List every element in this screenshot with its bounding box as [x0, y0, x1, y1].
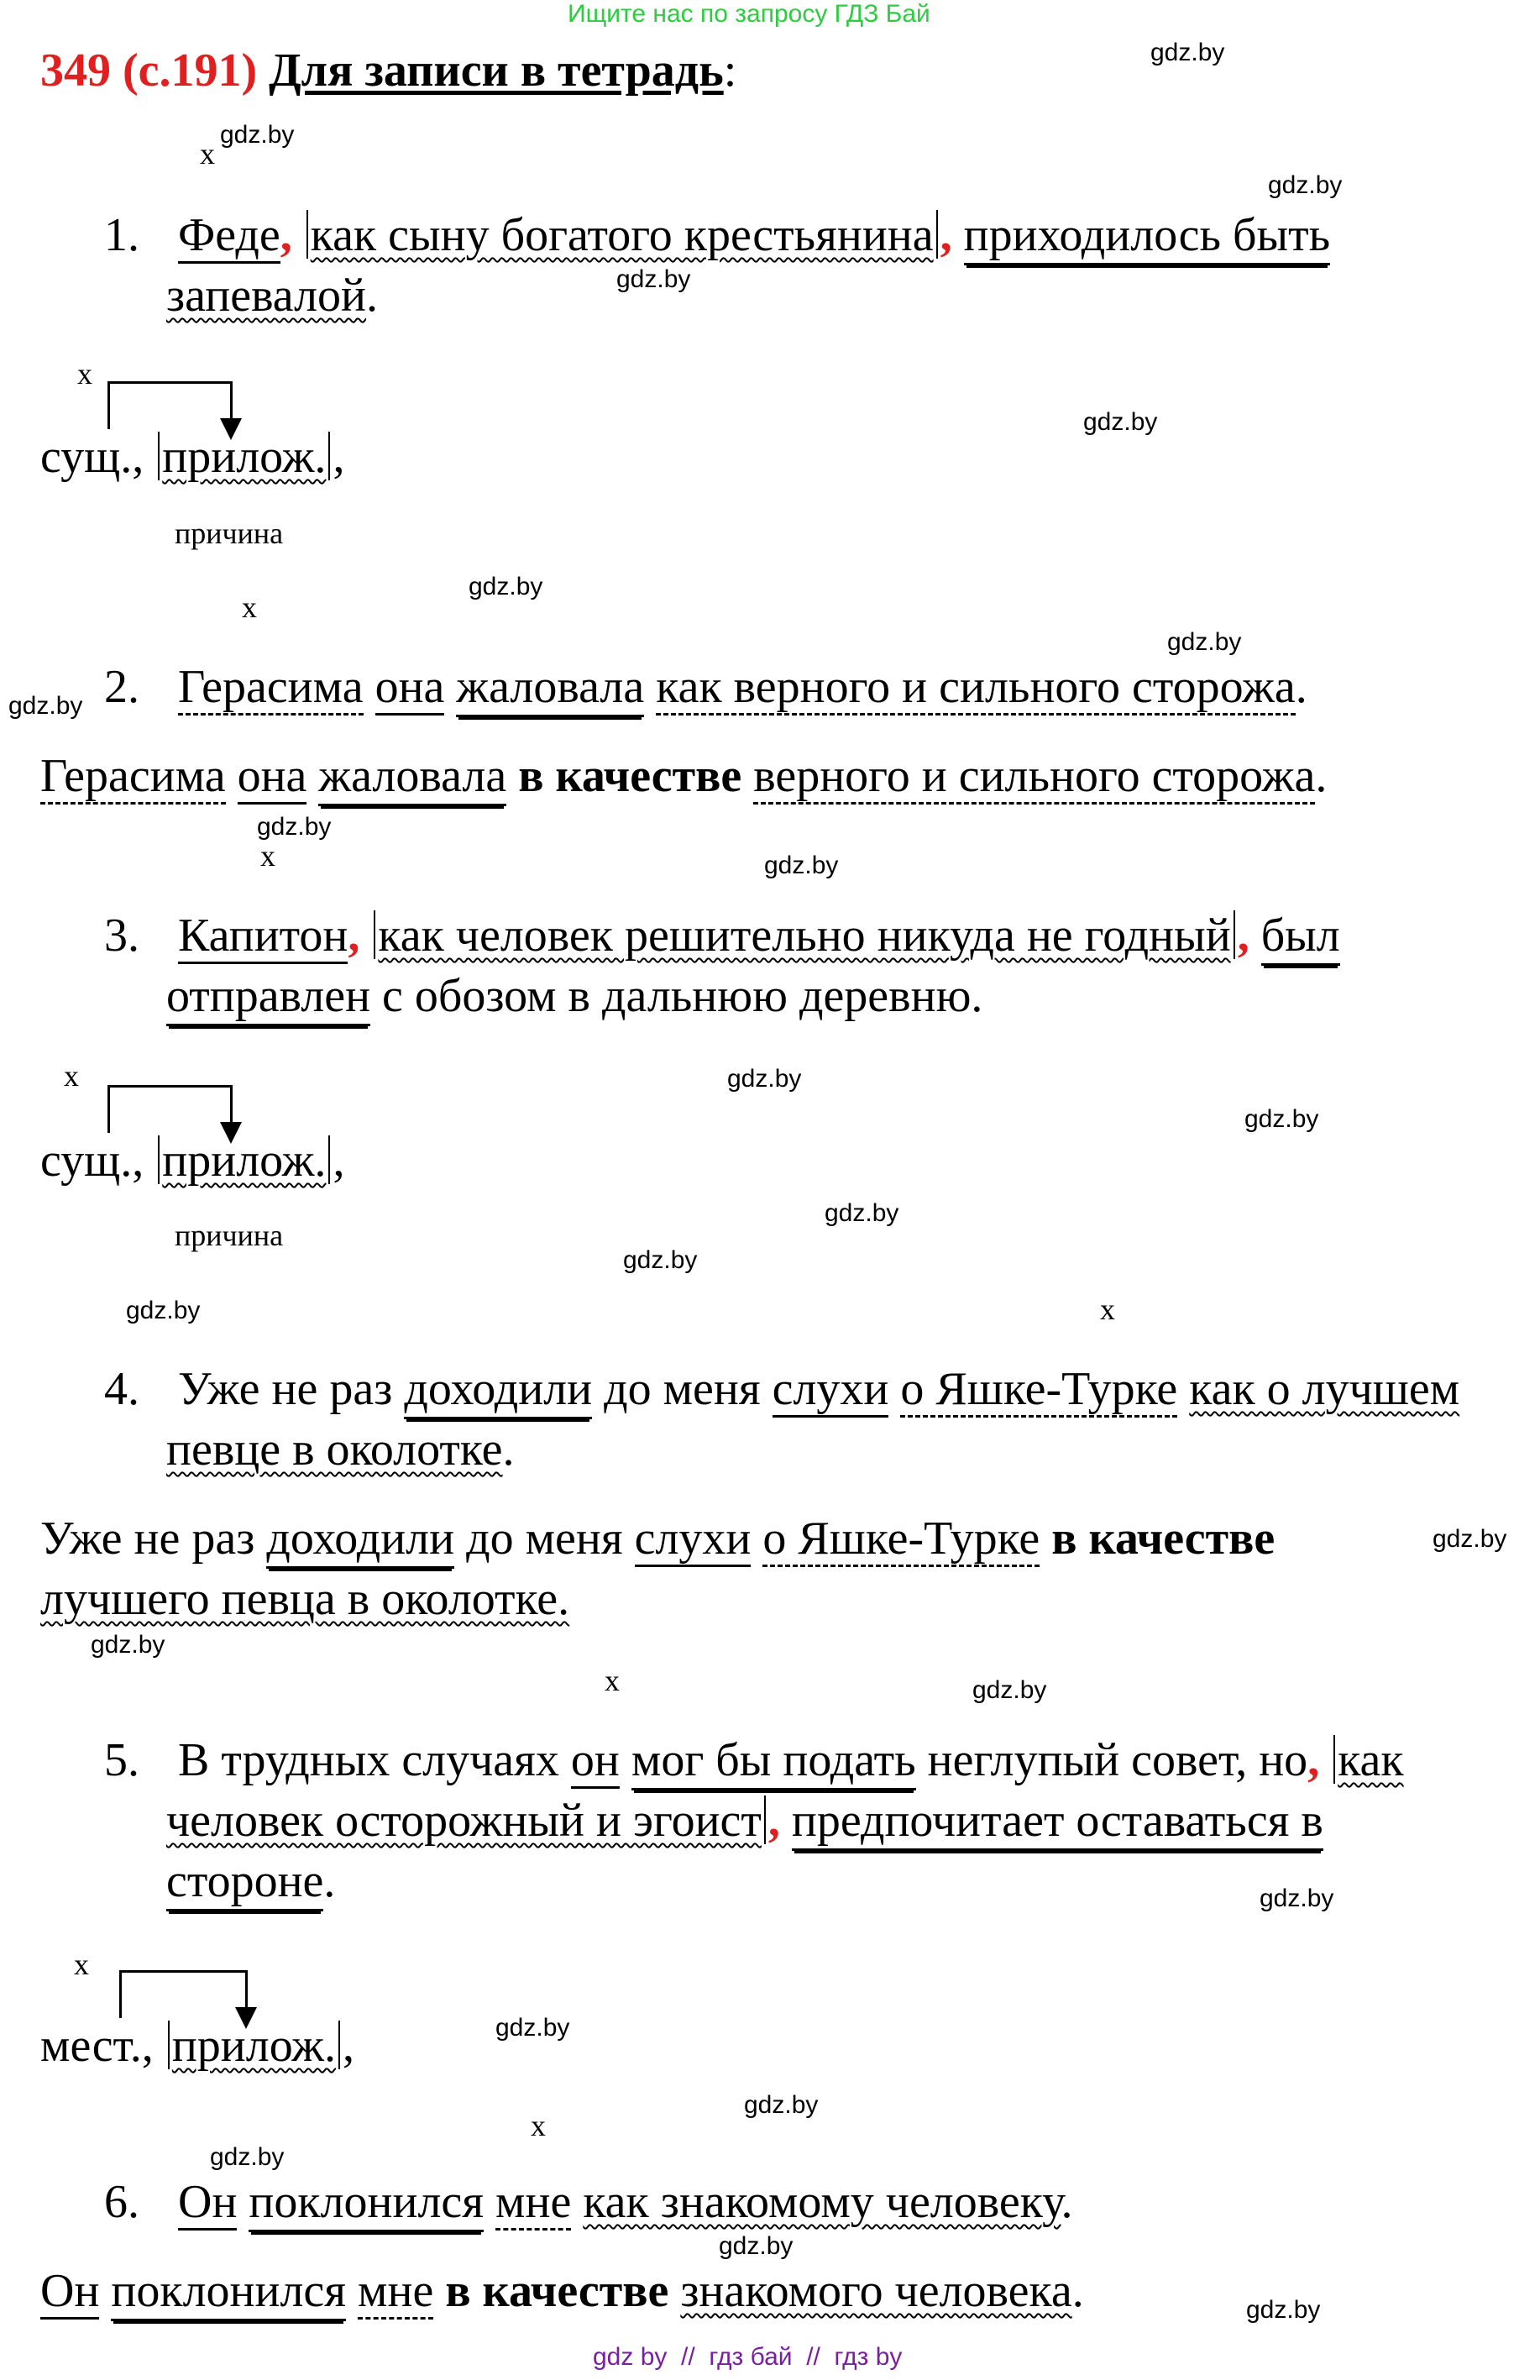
scheme-appositive: прилож. [162, 431, 327, 483]
period: . [1315, 750, 1328, 802]
watermark: gdz.by [469, 573, 543, 600]
item-number: 2. [104, 661, 139, 713]
scheme-note: причина [175, 1219, 284, 1252]
watermark: gdz.by [1244, 1105, 1319, 1133]
exercise-title: Для записи в тетрадь [269, 45, 724, 97]
item-number: 5. [104, 1734, 139, 1786]
boundary-mark [764, 1795, 766, 1844]
subject: она [238, 750, 307, 805]
object: верного и сильного сторожа [753, 750, 1315, 805]
appositive: как сыну богатого крестьянина [310, 209, 934, 261]
boundary-mark [158, 1135, 160, 1184]
watermark: gdz.by [1083, 408, 1158, 436]
watermark: gdz.by [1268, 171, 1343, 199]
scheme-comma: , [333, 1135, 345, 1187]
appositive: как [1338, 1734, 1404, 1786]
sentence-2 [104, 657, 1307, 717]
boundary-mark [158, 432, 160, 480]
predicate: доходили [266, 1512, 454, 1569]
boundary-mark [338, 2021, 340, 2069]
watermark: gdz.by [1167, 628, 1242, 656]
scheme-1 [40, 427, 344, 487]
scheme-bracket [107, 1085, 233, 1133]
appositive: лучшего певца в околотке. [40, 1573, 570, 1625]
subject: Капитон [178, 910, 348, 964]
boundary-mark [1234, 910, 1235, 959]
highlight-phrase: в качестве [445, 2265, 669, 2317]
scheme-bracket [107, 381, 233, 429]
boundary-mark [328, 432, 330, 480]
appositive: как о лучшем [1189, 1363, 1460, 1415]
item-number: 6. [104, 2176, 139, 2228]
x-mark: x [1100, 1292, 1115, 1326]
predicate: жаловала [456, 661, 644, 717]
appositive: человек осторожный и эгоист [166, 1795, 762, 1847]
scheme-arrow [230, 383, 233, 420]
watermark: gdz.by [1260, 1885, 1334, 1912]
boundary-mark [328, 1135, 330, 1184]
boundary-mark [1333, 1735, 1335, 1784]
sentence-5-cont [166, 1790, 1323, 1851]
subject: Он [178, 2176, 237, 2231]
period: . [1295, 661, 1307, 713]
sentence-5-cont2 [166, 1851, 335, 1911]
watermark: gdz.by [91, 1631, 165, 1659]
item-number: 3. [104, 910, 139, 962]
object: как верного и сильного сторожа [656, 661, 1296, 716]
scheme-note: причина [175, 516, 284, 550]
sentence-3-cont [166, 966, 982, 1026]
sentence-4-rewrite-cont [40, 1569, 569, 1629]
scheme-arrow [245, 1972, 248, 2009]
appositive: певце в околотке [166, 1423, 503, 1476]
predicate: поклонился [249, 2176, 484, 2232]
item-number: 1. [104, 209, 139, 261]
sentence-4 [104, 1359, 1459, 1419]
x-mark: x [77, 357, 92, 391]
period: . [1061, 2176, 1073, 2228]
exercise-number: 349 (с.191) [40, 45, 258, 97]
x-mark: x [200, 137, 215, 170]
boundary-mark [306, 210, 308, 259]
watermark: gdz.by [623, 1246, 698, 1274]
sentence-1-cont [166, 265, 378, 326]
x-mark: x [605, 1664, 620, 1697]
sentence-4-cont [166, 1419, 515, 1480]
subject: Феде [178, 209, 280, 264]
watermark: gdz.by [1433, 1525, 1507, 1553]
x-mark: x [242, 590, 257, 624]
period: . [1071, 2265, 1084, 2317]
predicate: доходили [404, 1363, 592, 1419]
appositive: как человек решительно никуда не годный [378, 910, 1231, 962]
sentence-3 [104, 905, 1340, 966]
appositive: знакомого человека [680, 2265, 1072, 2317]
predicate: стороне [166, 1855, 323, 1911]
sentence-1 [104, 205, 1330, 265]
watermark: gdz.by [1246, 2296, 1321, 2324]
predicate: мог бы подать [631, 1734, 916, 1790]
x-mark: x [531, 2109, 546, 2142]
comma: , [280, 209, 292, 261]
scheme-3 [40, 1130, 344, 1191]
appositive: как знакомому человеку [583, 2176, 1061, 2228]
watermark: gdz.by [8, 692, 83, 720]
watermark: gdz.by [220, 121, 295, 149]
object: мне [495, 2176, 571, 2231]
exercise-heading [40, 40, 736, 101]
object: о Яшке-Турке [900, 1363, 1177, 1418]
subject: Он [40, 2265, 99, 2320]
period: . [323, 1855, 336, 1907]
x-mark: x [260, 839, 275, 873]
comma: , [1307, 1734, 1320, 1786]
watermark: gdz.by [616, 265, 691, 293]
footer-links[interactable]: gdz by // гдз бай // гдз by [593, 2343, 903, 2371]
predicate: жаловала [318, 750, 506, 806]
x-mark: x [64, 1059, 79, 1093]
highlight-phrase: в качестве [518, 750, 742, 802]
scheme-bracket [119, 1970, 248, 2018]
watermark: gdz.by [972, 1676, 1047, 1704]
watermark: gdz.by [744, 2091, 819, 2119]
heading-colon: : [723, 45, 737, 97]
scheme-noun: сущ., [40, 1135, 144, 1187]
comma: , [1237, 910, 1249, 962]
predicate: поклонился [111, 2265, 346, 2321]
object: Герасима [178, 661, 364, 716]
object: о Яшке-Турке [762, 1512, 1040, 1567]
watermark: gdz.by [727, 1065, 802, 1093]
sentence-2-rewrite [40, 746, 1327, 806]
sentence-text: неглупый совет, но [927, 1734, 1308, 1786]
watermark: gdz.by [495, 2014, 570, 2042]
sentence-5 [104, 1730, 1404, 1790]
comma: , [348, 910, 360, 962]
predicate: приходилось быть [964, 209, 1331, 265]
watermark: gdz.by [764, 852, 839, 879]
scheme-5 [40, 2016, 354, 2076]
sentence-4-rewrite [40, 1508, 1275, 1569]
scheme-noun: сущ., [40, 431, 144, 483]
boundary-mark [168, 2021, 170, 2069]
subject: слухи [773, 1363, 889, 1418]
sentence-6-rewrite [40, 2261, 1084, 2321]
scheme-pronoun: мест., [40, 2020, 154, 2072]
period: . [502, 1423, 515, 1476]
subject: он [571, 1734, 620, 1789]
sentence-text: Уже не раз [178, 1363, 393, 1415]
subject: она [375, 661, 445, 716]
predicate: был [1261, 910, 1340, 966]
x-mark: x [74, 1948, 89, 1981]
scheme-appositive: прилож. [162, 1135, 327, 1187]
scheme-arrow [230, 1087, 233, 1124]
object: Герасима [40, 750, 226, 805]
top-banner[interactable]: Ищите нас по запросу ГДЗ Бай [568, 0, 930, 28]
scheme-appositive: прилож. [171, 2020, 336, 2072]
watermark: gdz.by [126, 1297, 201, 1324]
predicate: предпочитает оставаться в [792, 1795, 1323, 1851]
watermark: gdz.by [825, 1199, 899, 1227]
item-number: 4. [104, 1363, 139, 1415]
boundary-mark [936, 210, 938, 259]
scheme-comma: , [333, 431, 345, 483]
predicate: отправлен [166, 970, 370, 1026]
period: . [366, 270, 379, 322]
sentence-text: до меня [604, 1363, 761, 1415]
predicate: запевалой [166, 270, 367, 322]
scheme-comma: , [343, 2020, 354, 2072]
sentence-text: В трудных случаях [178, 1734, 559, 1786]
subject: слухи [635, 1512, 752, 1567]
object: мне [358, 2265, 433, 2320]
watermark: gdz.by [257, 813, 332, 841]
watermark: gdz.by [719, 2232, 794, 2260]
watermark: gdz.by [1150, 39, 1225, 66]
sentence-text: с обозом в дальнюю деревню. [382, 970, 983, 1022]
highlight-phrase: в качестве [1051, 1512, 1275, 1565]
sentence-6 [104, 2172, 1073, 2232]
boundary-mark [374, 910, 375, 959]
watermark: gdz.by [210, 2143, 285, 2171]
comma: , [767, 1795, 780, 1847]
sentence-text: до меня [466, 1512, 623, 1565]
sentence-text: Уже не раз [40, 1512, 255, 1565]
comma: , [940, 209, 952, 261]
